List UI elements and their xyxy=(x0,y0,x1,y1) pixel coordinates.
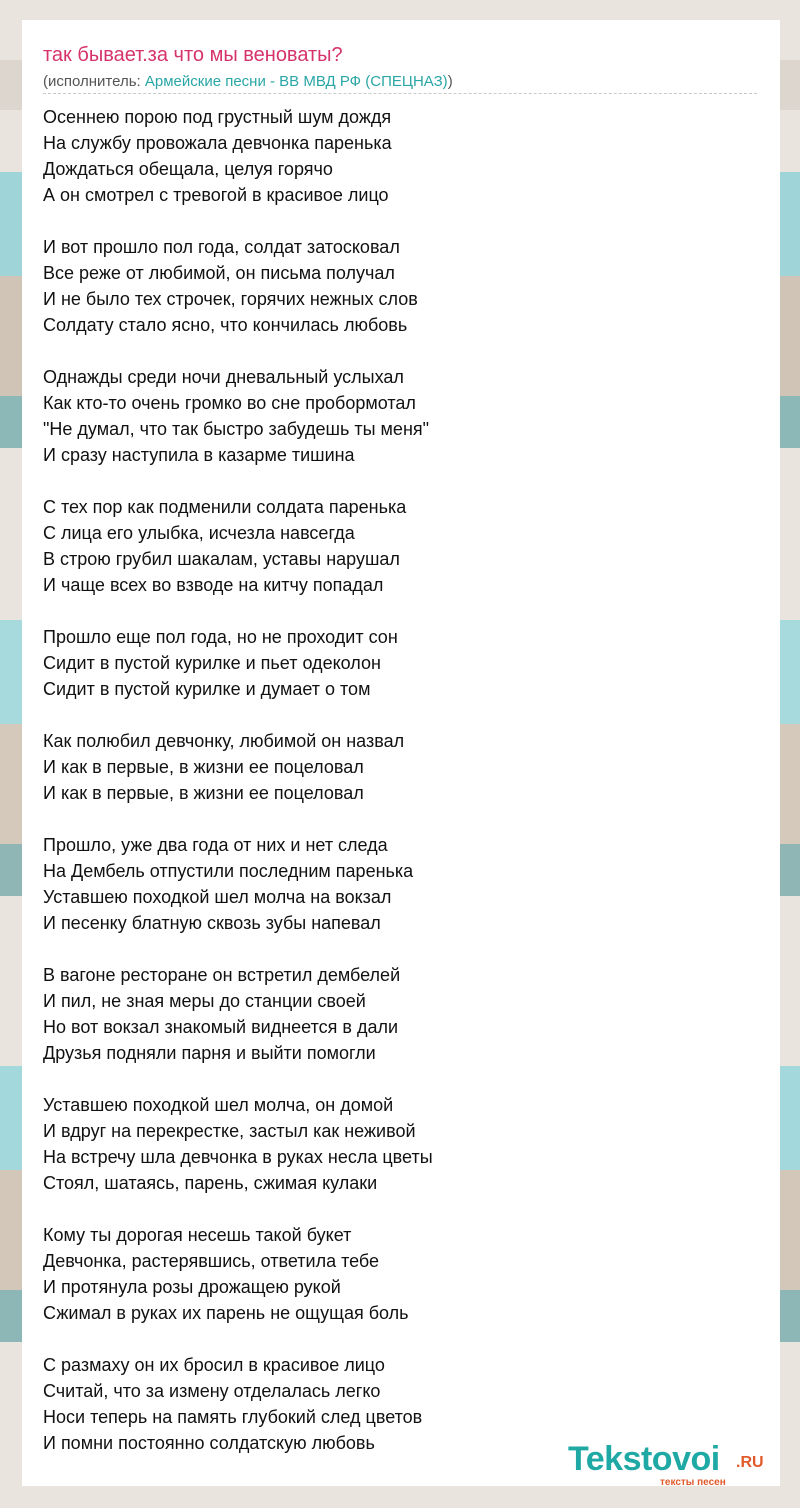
lyrics-stanza xyxy=(43,962,743,1066)
logo-wordmark: Tekstovoi xyxy=(568,1440,720,1478)
lyrics-line: С размаху он их бросил в красивое лицо xyxy=(43,1355,385,1375)
lyrics-line: Но вот вокзал знакомый виднеется в дали xyxy=(43,1017,399,1037)
lyrics-line: Как кто-то очень громко во сне пробормотал xyxy=(43,393,416,413)
lyrics-stanza xyxy=(43,1092,743,1196)
lyrics-line: И как в первые, в жизни ее поцеловал xyxy=(43,757,364,777)
lyrics-stanza xyxy=(43,234,743,338)
lyrics-line: Сидит в пустой курилке и пьет одеколон xyxy=(43,653,381,673)
lyrics-line: Все реже от любимой, он письма получал xyxy=(43,263,395,283)
lyrics-line: Сидит в пустой курилке и думает о том xyxy=(43,679,371,699)
lyrics-stanza xyxy=(43,494,743,598)
lyrics-line: С тех пор как подменили солдата паренька xyxy=(43,497,407,517)
site-logo[interactable] xyxy=(568,1440,778,1488)
lyrics-line: "Не думал, что так быстро забудешь ты меня" xyxy=(43,419,430,439)
lyrics-line: Сжимал в руках их парень не ощущая боль xyxy=(43,1303,409,1323)
lyrics-line: И вот прошло пол года, солдат затосковал xyxy=(43,237,400,257)
lyrics-stanza xyxy=(43,364,743,468)
lyrics-line: Однажды среди ночи дневальный услыхал xyxy=(43,367,404,387)
lyrics-line: Стоял, шатаясь, парень, сжимая кулаки xyxy=(43,1173,378,1193)
logo-tagline: тексты песен xyxy=(660,1477,726,1488)
lyrics-line: С лица его улыбка, исчезла навсегда xyxy=(43,523,355,543)
lyrics-line: И песенку блатную сквозь зубы напевал xyxy=(43,913,381,933)
lyrics-line: Друзья подняли парня и выйти помогли xyxy=(43,1043,376,1063)
lyrics-line: А он смотрел с тревогой в красивое лицо xyxy=(43,185,389,205)
lyrics-stanza xyxy=(43,104,743,208)
title-divider xyxy=(43,93,757,94)
lyrics-line: Осеннею порою под грустный шум дождя xyxy=(43,107,392,127)
lyrics-line: Прошло, уже два года от них и нет следа xyxy=(43,835,388,855)
lyrics-stanza xyxy=(43,1222,743,1326)
lyrics-line: И сразу наступила в казарме тишина xyxy=(43,445,355,465)
lyrics-line: Прошло еще пол года, но не проходит сон xyxy=(43,627,398,647)
lyrics-line: Дождаться обещала, целуя горячо xyxy=(43,159,333,179)
lyrics-line: Девчонка, растерявшись, ответила тебе xyxy=(43,1251,380,1271)
lyrics-line: Считай, что за измену отделалась легко xyxy=(43,1381,381,1401)
lyrics-line: Уставшею походкой шел молча, он домой xyxy=(43,1095,394,1115)
song-title: так бывает.за что мы веноваты? xyxy=(43,44,343,66)
lyrics-line: Как полюбил девчонку, любимой он назвал xyxy=(43,731,405,751)
artist-suffix: ) xyxy=(447,73,453,90)
lyrics-line: Солдату стало ясно, что кончилась любовь xyxy=(43,315,408,335)
lyrics-line: В вагоне ресторане он встретил дембелей xyxy=(43,965,401,985)
lyrics-line: И помни постоянно солдатскую любовь xyxy=(43,1433,375,1453)
lyrics-stanza xyxy=(43,832,743,936)
artist-link[interactable]: Армейские песни - ВВ МВД РФ (СПЕЦНАЗ) xyxy=(144,73,448,90)
lyrics-line: И не было тех строчек, горячих нежных слов xyxy=(43,289,418,309)
lyrics-line: И как в первые, в жизни ее поцеловал xyxy=(43,783,364,803)
logo-domain: .RU xyxy=(736,1454,764,1471)
lyrics-line: Носи теперь на память глубокий след цветов xyxy=(43,1407,423,1427)
lyrics-line: Уставшею походкой шел молча на вокзал xyxy=(43,887,392,907)
lyrics-line: И пил, не зная меры до станции своей xyxy=(43,991,366,1011)
lyrics-line: Кому ты дорогая несешь такой букет xyxy=(43,1225,352,1245)
artist-prefix: (исполнитель: xyxy=(43,73,145,90)
lyrics-line: В строю грубил шакалам, уставы нарушал xyxy=(43,549,400,569)
lyrics-line: На службу провожала девчонка паренька xyxy=(43,133,392,153)
artist-line xyxy=(43,73,453,90)
lyrics-line: И протянула розы дрожащею рукой xyxy=(43,1277,341,1297)
lyrics-stanza xyxy=(43,728,743,806)
lyrics-card xyxy=(22,20,780,1486)
lyrics-line: И вдруг на перекрестке, застыл как неживой xyxy=(43,1121,416,1141)
lyrics-stanza xyxy=(43,624,743,702)
lyrics-line: На встречу шла девчонка в руках несла цветы xyxy=(43,1147,433,1167)
lyrics-text xyxy=(43,104,743,1482)
lyrics-line: И чаще всех во взводе на китчу попадал xyxy=(43,575,384,595)
lyrics-line: На Дембель отпустили последним паренька xyxy=(43,861,414,881)
